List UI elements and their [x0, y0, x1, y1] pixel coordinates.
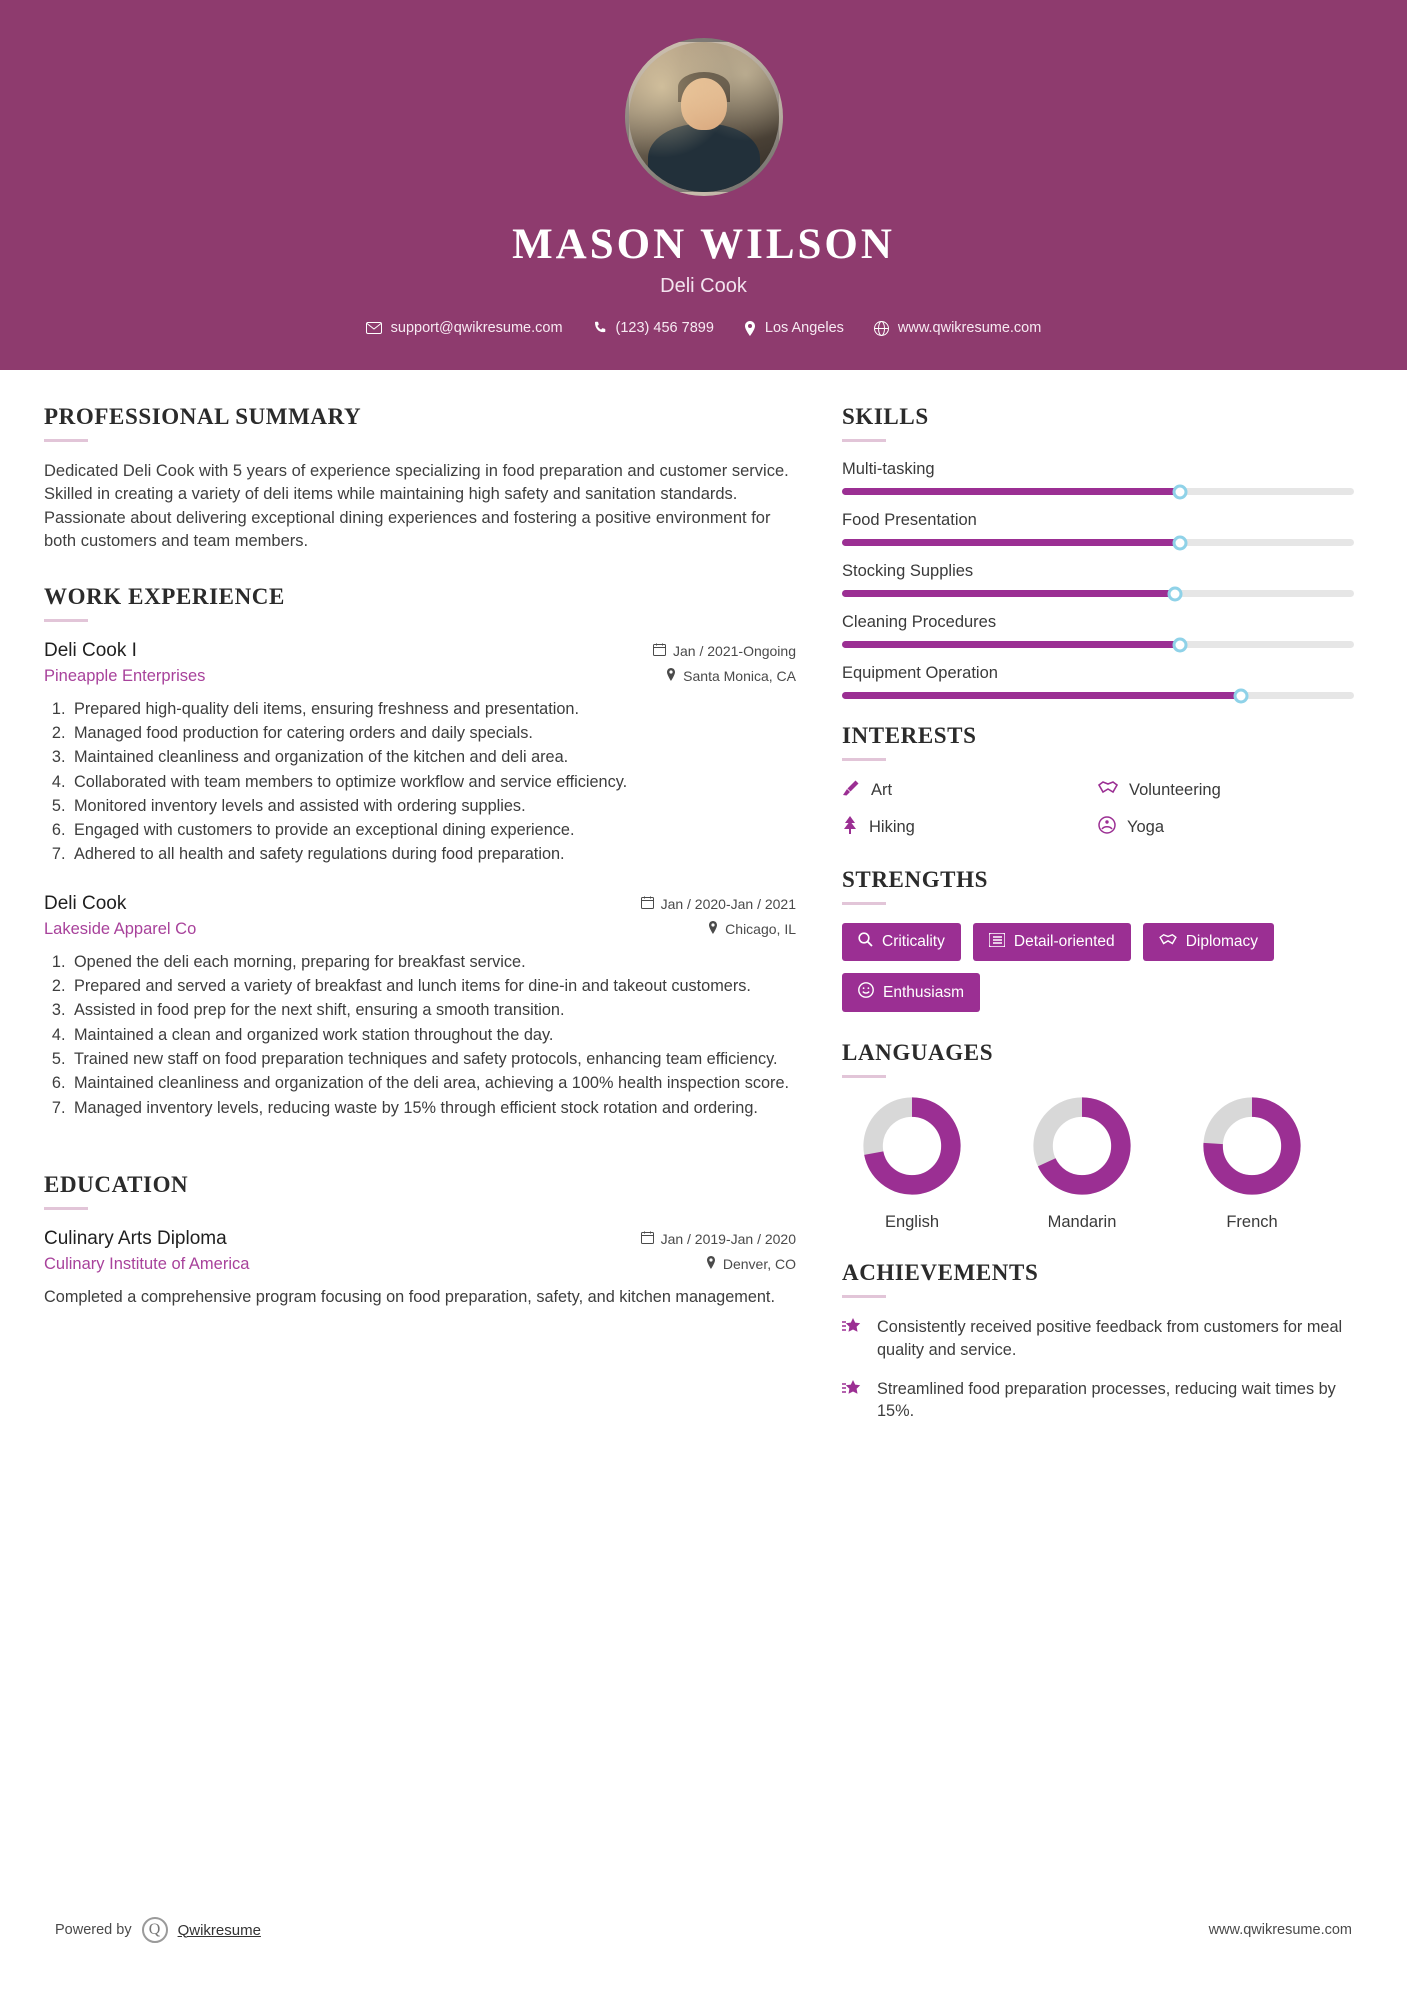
language-donut-chart	[1202, 1096, 1302, 1196]
education-description: Completed a comprehensive program focusing on food preparation, safety, and kitchen management.	[44, 1287, 775, 1306]
contact-location-text: Los Angeles	[764, 320, 844, 336]
calendar-icon	[653, 643, 666, 659]
mail-icon	[366, 322, 382, 334]
skill-item	[842, 664, 1354, 699]
strength-label: Criticality	[882, 933, 945, 950]
section-title-work: WORK EXPERIENCE	[44, 583, 285, 609]
search-icon	[858, 932, 873, 952]
section-divider	[842, 1075, 886, 1078]
skill-bar	[842, 488, 1354, 495]
calendar-icon	[641, 1231, 654, 1247]
tree-icon	[842, 816, 858, 839]
page-title: MASON WILSON	[512, 221, 895, 268]
location-pin-icon	[666, 668, 676, 684]
smiley-icon	[858, 982, 874, 1003]
globe-icon	[874, 321, 889, 336]
contact-email[interactable]	[366, 320, 563, 336]
strength-chip-criticality	[842, 923, 961, 961]
section-divider	[842, 758, 886, 761]
footer-brand[interactable]	[55, 1917, 261, 1943]
job-company: Pineapple Enterprises	[44, 666, 206, 685]
language-item	[842, 1096, 982, 1232]
bullet-item: 7. Adhered to all health and safety regulations during food preparation.	[70, 843, 796, 866]
interest-item	[1098, 779, 1354, 802]
bullet-item: 5. Monitored inventory levels and assisted with ordering supplies.	[70, 795, 796, 818]
bullet-item: 1. Opened the deli each morning, preparing for breakfast service.	[70, 951, 796, 974]
bullet-item: 3. Maintained cleanliness and organization of the kitchen and deli area.	[70, 746, 796, 769]
skill-item	[842, 460, 1354, 495]
skill-label: Food Presentation	[842, 511, 977, 529]
strengths-list	[842, 923, 1354, 1012]
bullet-item: 1. Prepared high-quality deli items, ensuring freshness and presentation.	[70, 698, 796, 721]
page-footer	[0, 1870, 1407, 1990]
qwikresume-logo-icon: Q	[142, 1917, 168, 1943]
skill-bar	[842, 590, 1354, 597]
job-bullets	[44, 698, 796, 867]
star-badge-icon	[842, 1316, 864, 1362]
job-company: Lakeside Apparel Co	[44, 919, 197, 938]
section-divider	[44, 1207, 88, 1210]
contact-bar	[0, 320, 1407, 336]
job-dates: Jan / 2020-Jan / 2021	[660, 895, 796, 912]
skill-bar	[842, 539, 1354, 546]
education-location: Denver, CO	[722, 1255, 796, 1272]
bullet-item: 4. Collaborated with team members to optimize workflow and service efficiency.	[70, 771, 796, 794]
footer-url[interactable]: www.qwikresume.com	[1208, 1922, 1352, 1938]
handshake-icon	[1159, 933, 1177, 952]
bullet-item: 7. Managed inventory levels, reducing waste by 15% through efficient stock rotation and ordering.	[70, 1097, 796, 1120]
calendar-icon	[641, 896, 654, 912]
bullet-item: 2. Managed food production for catering orders and daily specials.	[70, 722, 796, 745]
powered-by-label: Powered by	[55, 1922, 132, 1938]
interest-label: Yoga	[1127, 818, 1165, 836]
summary-text: Dedicated Deli Cook with 5 years of experience specializing in food preparation and customer service. Skilled in creating a variety of deli items while maintaining high safety and sanitation standards. Passionate about delivering exceptional dining experiences and fostering a positive environment for both customers and team members.	[44, 462, 789, 551]
interests-grid	[842, 779, 1354, 839]
skill-label: Multi-tasking	[842, 460, 935, 478]
education-entry	[44, 1228, 796, 1309]
job-title: Deli Cook	[44, 892, 127, 914]
job-bullets	[44, 951, 796, 1120]
language-donut-chart	[1032, 1096, 1132, 1196]
education-dates: Jan / 2019-Jan / 2020	[660, 1230, 796, 1247]
list-icon	[989, 933, 1005, 952]
section-divider	[842, 902, 886, 905]
bullet-item: 5. Trained new staff on food preparation techniques and safety protocols, enhancing team efficiency.	[70, 1048, 796, 1071]
resume-header	[0, 0, 1407, 370]
language-donut-chart	[862, 1096, 962, 1196]
interest-item	[842, 816, 1098, 839]
section-title-languages: LANGUAGES	[842, 1040, 994, 1065]
section-title-interests: INTERESTS	[842, 723, 977, 748]
skill-item	[842, 562, 1354, 597]
contact-phone-text: (123) 456 7899	[615, 320, 714, 336]
section-title-strengths: STRENGTHS	[842, 867, 989, 892]
contact-email-text: support@qwikresume.com	[390, 320, 563, 336]
interest-item	[842, 779, 1098, 802]
interest-item	[1098, 816, 1354, 839]
section-title-skills: SKILLS	[842, 404, 929, 429]
section-title-education: EDUCATION	[44, 1171, 189, 1197]
contact-location[interactable]	[744, 320, 844, 336]
bullet-item: 6. Engaged with customers to provide an exceptional dining experience.	[70, 819, 796, 842]
strength-label: Detail-oriented	[1013, 933, 1115, 950]
achievement-item	[842, 1378, 1354, 1424]
left-column	[44, 404, 796, 1439]
contact-website-text: www.qwikresume.com	[897, 320, 1042, 336]
achievement-item	[842, 1316, 1354, 1362]
school-name: Culinary Institute of America	[44, 1254, 250, 1273]
skill-bar	[842, 641, 1354, 648]
strength-label: Diplomacy	[1185, 933, 1259, 950]
strength-chip-detail-oriented	[973, 923, 1131, 961]
bullet-item: 3. Assisted in food prep for the next shift, ensuring a smooth transition.	[70, 999, 796, 1022]
work-entry	[44, 893, 796, 1120]
location-pin-icon	[708, 921, 718, 937]
job-location: Santa Monica, CA	[683, 667, 796, 684]
section-title-summary: PROFESSIONAL SUMMARY	[44, 404, 362, 429]
skill-item	[842, 511, 1354, 546]
yoga-icon	[1098, 816, 1116, 839]
interest-label: Volunteering	[1129, 781, 1221, 799]
section-divider	[842, 1295, 886, 1298]
language-item	[1182, 1096, 1322, 1232]
strength-label: Enthusiasm	[883, 983, 964, 1001]
job-dates: Jan / 2021-Ongoing	[673, 642, 796, 659]
language-label: French	[1226, 1213, 1278, 1231]
work-entry	[44, 640, 796, 867]
contact-website[interactable]	[874, 320, 1041, 336]
strength-chip-enthusiasm	[842, 973, 980, 1012]
section-title-achievements: ACHIEVEMENTS	[842, 1260, 1039, 1285]
language-label: English	[884, 1213, 940, 1231]
resume-body	[0, 370, 1407, 1439]
interest-label: Hiking	[869, 818, 915, 836]
section-divider	[842, 439, 886, 442]
language-item	[1012, 1096, 1152, 1232]
job-role-subtitle: Deli Cook	[660, 275, 747, 297]
section-divider	[44, 619, 88, 622]
avatar	[625, 38, 783, 196]
location-icon	[744, 321, 756, 336]
location-pin-icon	[706, 1256, 716, 1272]
bullet-item: 6. Maintained cleanliness and organization of the deli area, achieving a 100% health inspection score.	[70, 1072, 796, 1095]
degree-title: Culinary Arts Diploma	[44, 1227, 227, 1249]
achievement-text: Streamlined food preparation processes, reducing wait times by 15%.	[877, 1379, 1336, 1421]
languages-list	[842, 1096, 1354, 1232]
brand-name-link[interactable]: Qwikresume	[177, 1921, 261, 1939]
handshake-icon	[1098, 780, 1118, 801]
skill-label: Equipment Operation	[842, 664, 998, 682]
skill-bar	[842, 692, 1354, 699]
achievement-text: Consistently received positive feedback from customers for meal quality and service.	[877, 1318, 1343, 1359]
skill-label: Stocking Supplies	[842, 562, 974, 580]
strength-chip-diplomacy	[1143, 923, 1274, 961]
contact-phone[interactable]	[593, 320, 714, 336]
star-badge-icon	[842, 1378, 864, 1424]
skill-item	[842, 613, 1354, 648]
right-column	[842, 404, 1354, 1439]
bullet-item: 4. Maintained a clean and organized work station throughout the day.	[70, 1024, 796, 1047]
job-location: Chicago, IL	[725, 920, 796, 937]
bullet-item: 2. Prepared and served a variety of breakfast and lunch items for dine-in and takeout customers.	[70, 975, 796, 998]
phone-icon	[593, 321, 607, 335]
section-divider	[44, 439, 88, 442]
interest-label: Art	[871, 781, 893, 799]
language-label: Mandarin	[1047, 1213, 1117, 1231]
job-title: Deli Cook I	[44, 639, 137, 661]
skill-label: Cleaning Procedures	[842, 613, 997, 631]
paintbrush-icon	[842, 779, 860, 802]
